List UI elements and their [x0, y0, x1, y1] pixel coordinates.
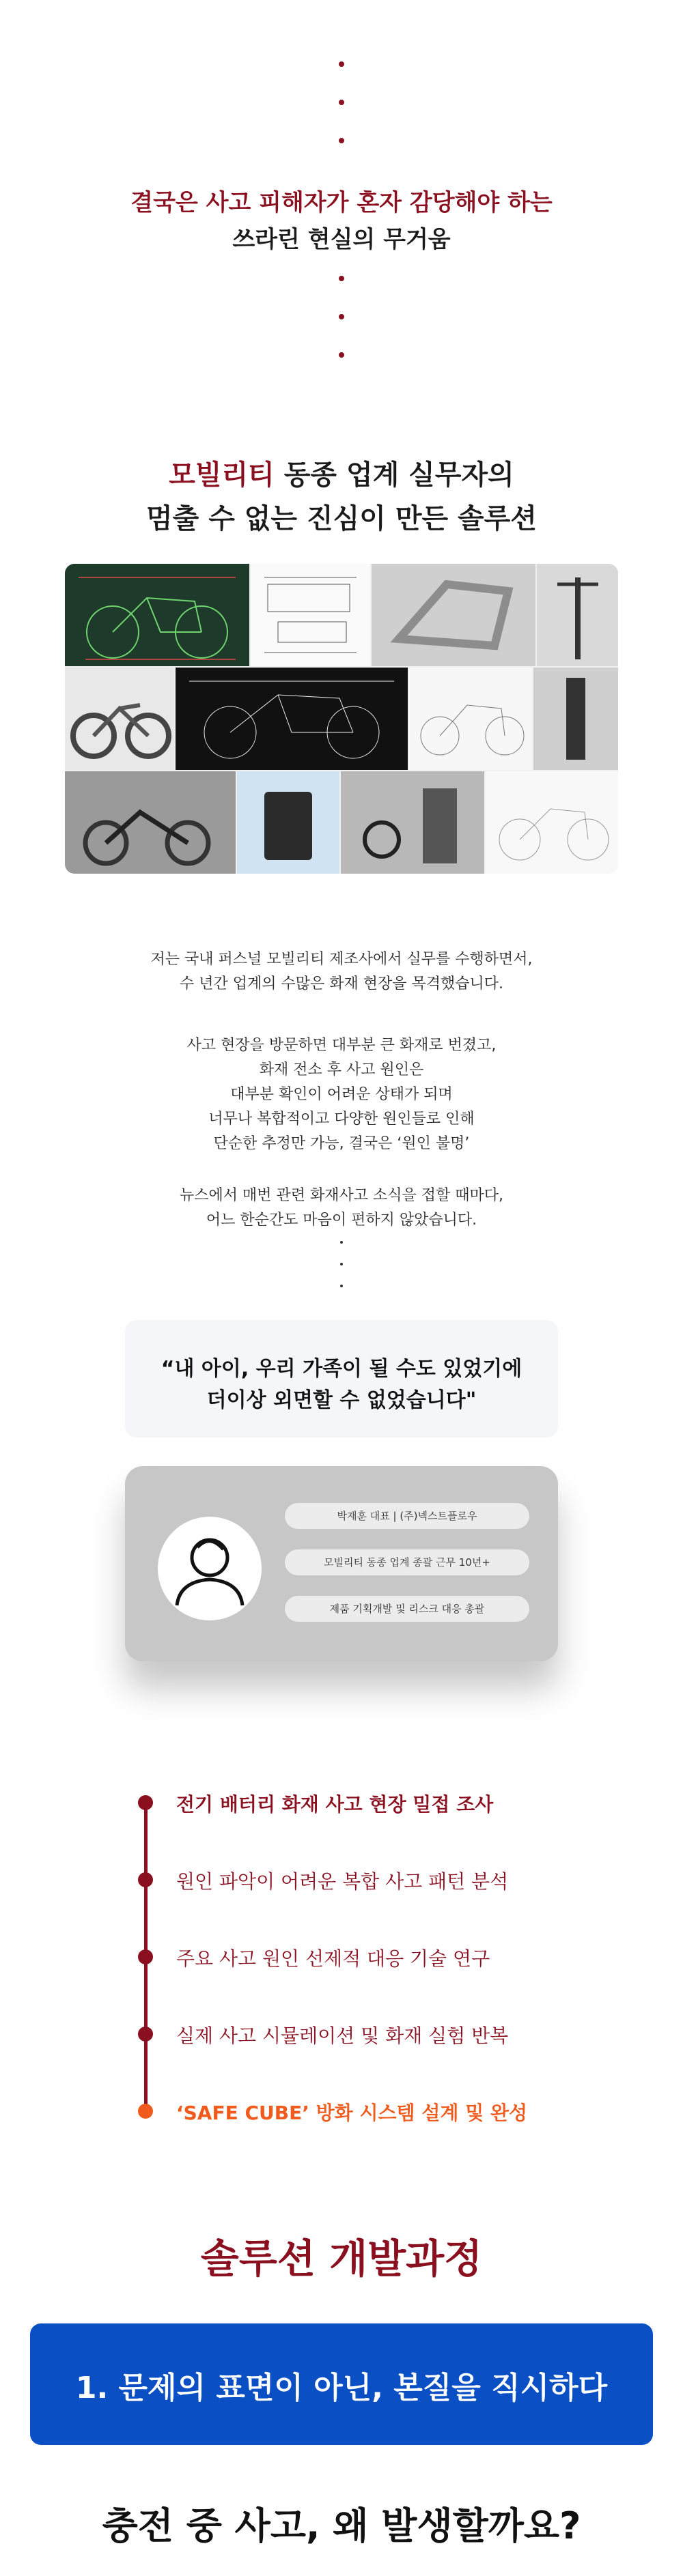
- quote-line-1: “내 아이, 우리 가족이 될 수도 있었기에: [161, 1357, 522, 1381]
- cad-bike-frame-icon: [65, 564, 249, 666]
- profile-card: [125, 1466, 558, 1661]
- ellipsis-dot: [339, 138, 344, 143]
- section-title: [0, 453, 683, 541]
- person-icon: [158, 1517, 262, 1620]
- quote-box: [125, 1320, 558, 1437]
- story-paragraph-2: [0, 1033, 683, 1156]
- ellipsis-dot: [339, 61, 344, 67]
- ellipsis-dot: [339, 276, 344, 281]
- frame-sketch-image: [409, 668, 532, 770]
- story-line: 단순한 추정만 가능, 결국은 ‘원인 불명’: [213, 1135, 470, 1152]
- engineering-photo-collage: [65, 564, 618, 874]
- quote-line-2: 더이상 외면할 수 없었습니다": [206, 1388, 477, 1412]
- profile-role: 제품 기획개발 및 리스크 대응 총괄: [285, 1596, 529, 1622]
- section-title-highlight: 모빌리티: [169, 459, 275, 491]
- process-question: 충전 중 사고, 왜 발생할까요?: [102, 2504, 581, 2547]
- timeline-dot: [138, 1949, 153, 1964]
- ellipsis-dot: [339, 352, 344, 358]
- ellipsis-dot: [340, 1241, 343, 1244]
- story-line: 화재 전소 후 사고 원인은: [259, 1061, 424, 1078]
- ellipsis-dot: [340, 1285, 343, 1287]
- timeline-dot-final: [138, 2104, 153, 2119]
- story-line: 저는 국내 퍼스널 모빌리티 제조사에서 실무를 수행하면서,: [150, 951, 533, 968]
- timeline-item-final: ‘SAFE CUBE’ 방화 시스템 설계 및 완성: [176, 2102, 528, 2124]
- ebike-photo: [65, 668, 174, 770]
- ellipsis-dot: [339, 100, 344, 105]
- timeline-dot: [138, 2027, 153, 2042]
- timeline-item: 원인 파악이 어려운 복합 사고 패턴 분석: [176, 1870, 509, 1893]
- timeline-item: 주요 사고 원인 선제적 대응 기술 연구: [176, 1947, 490, 1970]
- timeline-item: 전기 배터리 화재 사고 현장 밀접 조사: [176, 1793, 494, 1816]
- story-line: 어느 한순간도 마음이 편하지 않았습니다.: [206, 1212, 477, 1229]
- frame-prototype-photo: [372, 564, 535, 666]
- timeline-dot: [138, 1795, 153, 1810]
- testing-lab-photo: [341, 771, 484, 874]
- section-title-line2: 멈출 수 없는 진심이 만든 솔루션: [146, 503, 537, 534]
- ellipsis-dot: [340, 1263, 343, 1265]
- intro-headline-dark: 쓰라린 현실의 무거움: [232, 226, 451, 253]
- story-line: 수 년간 업계의 수많은 화재 현장을 목격했습니다.: [180, 975, 503, 992]
- bike-top-view-photo: [533, 668, 618, 770]
- factory-photo: [65, 771, 236, 874]
- timeline-dot: [138, 1872, 153, 1887]
- story-line: 너무나 복합적이고 다양한 원인들로 인해: [208, 1111, 475, 1128]
- bike-front-photo: [537, 564, 618, 666]
- avatar: [158, 1517, 262, 1620]
- intro-headline-red: 결국은 사고 피해자가 혼자 감당해야 하는: [130, 189, 553, 216]
- story-paragraph-3: [0, 1184, 683, 1233]
- frame-sketch-image-2: [486, 771, 618, 874]
- ellipsis-dot: [339, 314, 344, 319]
- story-line: 대부분 확인이 어려운 상태가 되며: [230, 1086, 453, 1103]
- story-paragraph-1: [0, 947, 683, 997]
- process-title: 솔루션 개발과정: [200, 2235, 483, 2282]
- cad-drawing-image: [65, 564, 249, 666]
- intro-headline: [0, 184, 683, 258]
- section-title-part: 동종 업계 실무자의: [274, 459, 514, 491]
- process-step-text: 1. 문제의 표면이 아닌, 본질을 직시하다: [75, 2371, 608, 2405]
- profile-career: 모빌리티 동종 업계 종괄 근무 10년+: [285, 1549, 529, 1575]
- process-step-banner: [30, 2323, 653, 2445]
- profile-name: 박재훈 대표 | (주)넥스트플로우: [285, 1503, 529, 1529]
- cad-blueprint-image: [176, 668, 408, 770]
- timeline-item: 실제 사고 시뮬레이션 및 화재 실험 반복: [176, 2024, 509, 2047]
- story-line: 뉴스에서 매번 관련 화재사고 소식을 접할 때마다,: [180, 1187, 503, 1204]
- story-line: 사고 현장을 방문하면 대부분 큰 화재로 번졌고,: [186, 1037, 497, 1054]
- battery-pack-photo: [237, 771, 339, 874]
- technical-drawing-image: [251, 564, 370, 666]
